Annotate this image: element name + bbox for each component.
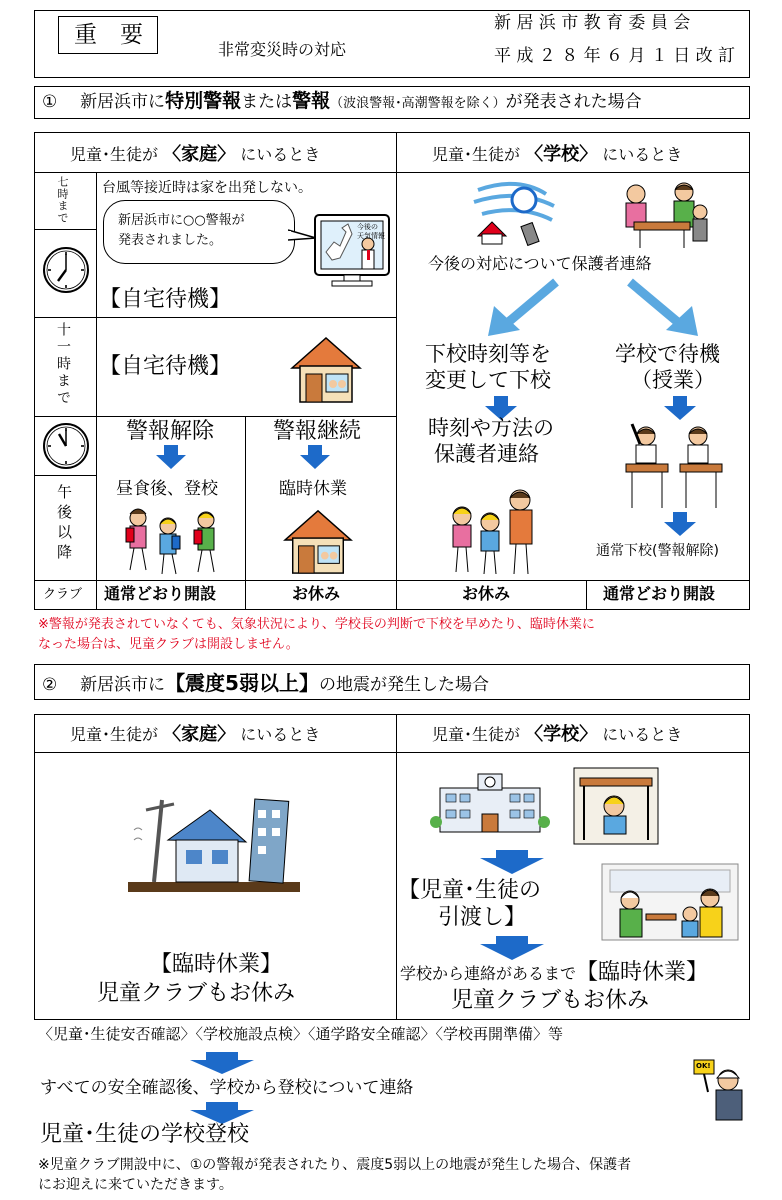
- earthquake-damaged-house-icon: [128, 790, 300, 896]
- handover-line2: 引渡し】: [438, 905, 527, 930]
- home-club-closed: 児童クラブもお休み: [97, 981, 296, 1006]
- section1-title: [42, 92, 642, 111]
- warning-lifted: 警報解除: [126, 419, 215, 444]
- arrow-down-icon: [190, 1052, 254, 1074]
- org-name: 新 居 浜 市 教 育 委 員 会: [494, 13, 691, 33]
- change-dismissal-line1: 下校時刻等を: [425, 342, 551, 366]
- warning-note-line1: ※警報が発表されていなくても、気象状況により、学校長の判断で下校を早めたり、臨時休業に: [38, 617, 595, 632]
- section2-school-header: 児童･生徒が 〈学校〉 にいるとき: [432, 724, 683, 745]
- tv-caption-1: 今後の: [357, 223, 378, 231]
- arrow-down-icon: [480, 850, 544, 874]
- parent-pickup-icon: [600, 862, 740, 942]
- after-checks-contact: すべての安全確認後、学校から登校について連絡: [40, 1078, 414, 1098]
- clock-7-icon: [41, 245, 91, 295]
- arrow-down-icon: [664, 512, 696, 536]
- section1-home-header: 児童･生徒が 〈家庭〉 にいるとき: [70, 144, 321, 165]
- arrow-down-icon: [664, 396, 696, 420]
- tv-caption-2: 天気情報: [357, 232, 385, 240]
- change-dismissal-line2: 変更して下校: [425, 368, 551, 392]
- club-open-home: 通常どおり開設: [104, 584, 217, 603]
- children-with-parent-icon: [440, 486, 542, 578]
- safety-checks: 〈児童･生徒安否確認〉〈学校施設点検〉〈通学路安全確認〉〈学校再開準備〉等: [38, 1025, 564, 1043]
- club-closed-school: お休み: [462, 584, 511, 603]
- arrow-down-icon: [156, 445, 186, 469]
- school-temp-closure: 【臨時休業】: [576, 960, 709, 985]
- arrow-down-icon: [190, 1102, 254, 1124]
- section1-title-pre: 新居浜市に: [80, 92, 166, 112]
- section2-number: ②: [42, 675, 58, 695]
- school-club-closed: 児童クラブもお休み: [451, 988, 650, 1013]
- time-label-7am: 七時まで: [56, 176, 69, 224]
- handover-line1: 【児童･生徒の: [398, 878, 542, 903]
- stay-home-1: 【自宅待機】: [99, 287, 232, 312]
- club-closed-home: お休み: [292, 584, 341, 603]
- children-walking-icon: [118, 504, 228, 578]
- lunch-then-school: 昼食後、登校: [116, 479, 218, 499]
- section2-title: [42, 673, 489, 694]
- school-building-icon: [430, 766, 550, 838]
- child-under-desk-icon: [572, 766, 662, 848]
- typhoon-icon: [468, 180, 560, 248]
- time-label-11am: 十一時まで: [55, 322, 71, 407]
- school-closure-line: [400, 962, 708, 984]
- section2-home-header: 児童･生徒が 〈家庭〉 にいるとき: [70, 724, 321, 745]
- revision-date: 平 成 ２ ８ 年 ６ 月 １ 日 改 訂: [494, 46, 736, 66]
- ok-sign-text: OK!: [696, 1062, 711, 1070]
- contact-parents: 今後の対応について保護者連絡: [428, 254, 652, 273]
- classroom-icon: [618, 418, 730, 514]
- time-label-afternoon: 午後以降: [55, 484, 73, 564]
- club-open-school: 通常どおり開設: [603, 584, 716, 603]
- warning-note-line2: なった場合は、児童クラブは開設しません。: [38, 637, 299, 652]
- temporary-closure: 臨時休業: [279, 479, 347, 499]
- page-subtitle: 非常変災時の対応: [218, 40, 347, 59]
- section1-warning: 警報: [292, 90, 331, 112]
- bubble-line2: 発表されました。: [118, 233, 223, 248]
- speech-bubble: [103, 200, 295, 264]
- bubble-line1: 新居浜市に○○警報が: [118, 213, 245, 228]
- footer-note-line1: ※児童クラブ開設中に、①の警報が発表されたり、震度5弱以上の地震が発生した場合、保護者: [38, 1157, 632, 1173]
- contact-method-line1: 時刻や方法の: [428, 416, 554, 440]
- contact-method-line2: 保護者連絡: [434, 442, 539, 466]
- parent-teacher-meeting-icon: [614, 178, 710, 250]
- section2-title-pre: 新居浜市に: [80, 675, 166, 695]
- wait-at-school-class: （授業）: [631, 368, 715, 392]
- until-contact: 学校から連絡があるまで: [400, 964, 577, 983]
- club-label: クラブ: [43, 587, 83, 602]
- arrow-down-icon: [300, 445, 330, 469]
- section1-title-note: （波浪警報･高潮警報を除く）: [330, 96, 506, 111]
- warning-continued: 警報継続: [273, 419, 362, 444]
- stay-home-2: 【自宅待機】: [99, 354, 232, 379]
- section1-title-post: が発表された場合: [505, 92, 642, 112]
- home-temp-closure: 【臨時休業】: [150, 952, 283, 977]
- section1-number: ①: [42, 92, 58, 112]
- section1-special-warning: 特別警報: [165, 90, 242, 112]
- wait-at-school: 学校で待機: [615, 342, 720, 366]
- section2-intensity: 【震度5弱以上】: [165, 671, 319, 695]
- normal-dismissal: 通常下校(警報解除): [596, 543, 719, 559]
- house-icon: [283, 506, 353, 576]
- footer-note-line2: にお迎えに来ていただきます。: [38, 1177, 233, 1193]
- section1-title-mid: または: [241, 92, 293, 112]
- home-note: 台風等接近時は家を出発しない。: [102, 180, 312, 196]
- section2-title-post: の地震が発生した場合: [318, 675, 489, 695]
- arrow-down-icon: [480, 936, 544, 960]
- section1-school-header: 児童･生徒が 〈学校〉 にいるとき: [432, 144, 683, 165]
- house-icon: [290, 334, 362, 404]
- tv-weather-icon: [312, 212, 392, 290]
- arrow-diagonal-left-icon: [486, 278, 564, 340]
- arrow-diagonal-right-icon: [622, 278, 700, 340]
- return-to-school: 児童･生徒の学校登校: [40, 1122, 250, 1147]
- clock-11-icon: [41, 421, 91, 471]
- important-label: 重 要: [74, 22, 143, 48]
